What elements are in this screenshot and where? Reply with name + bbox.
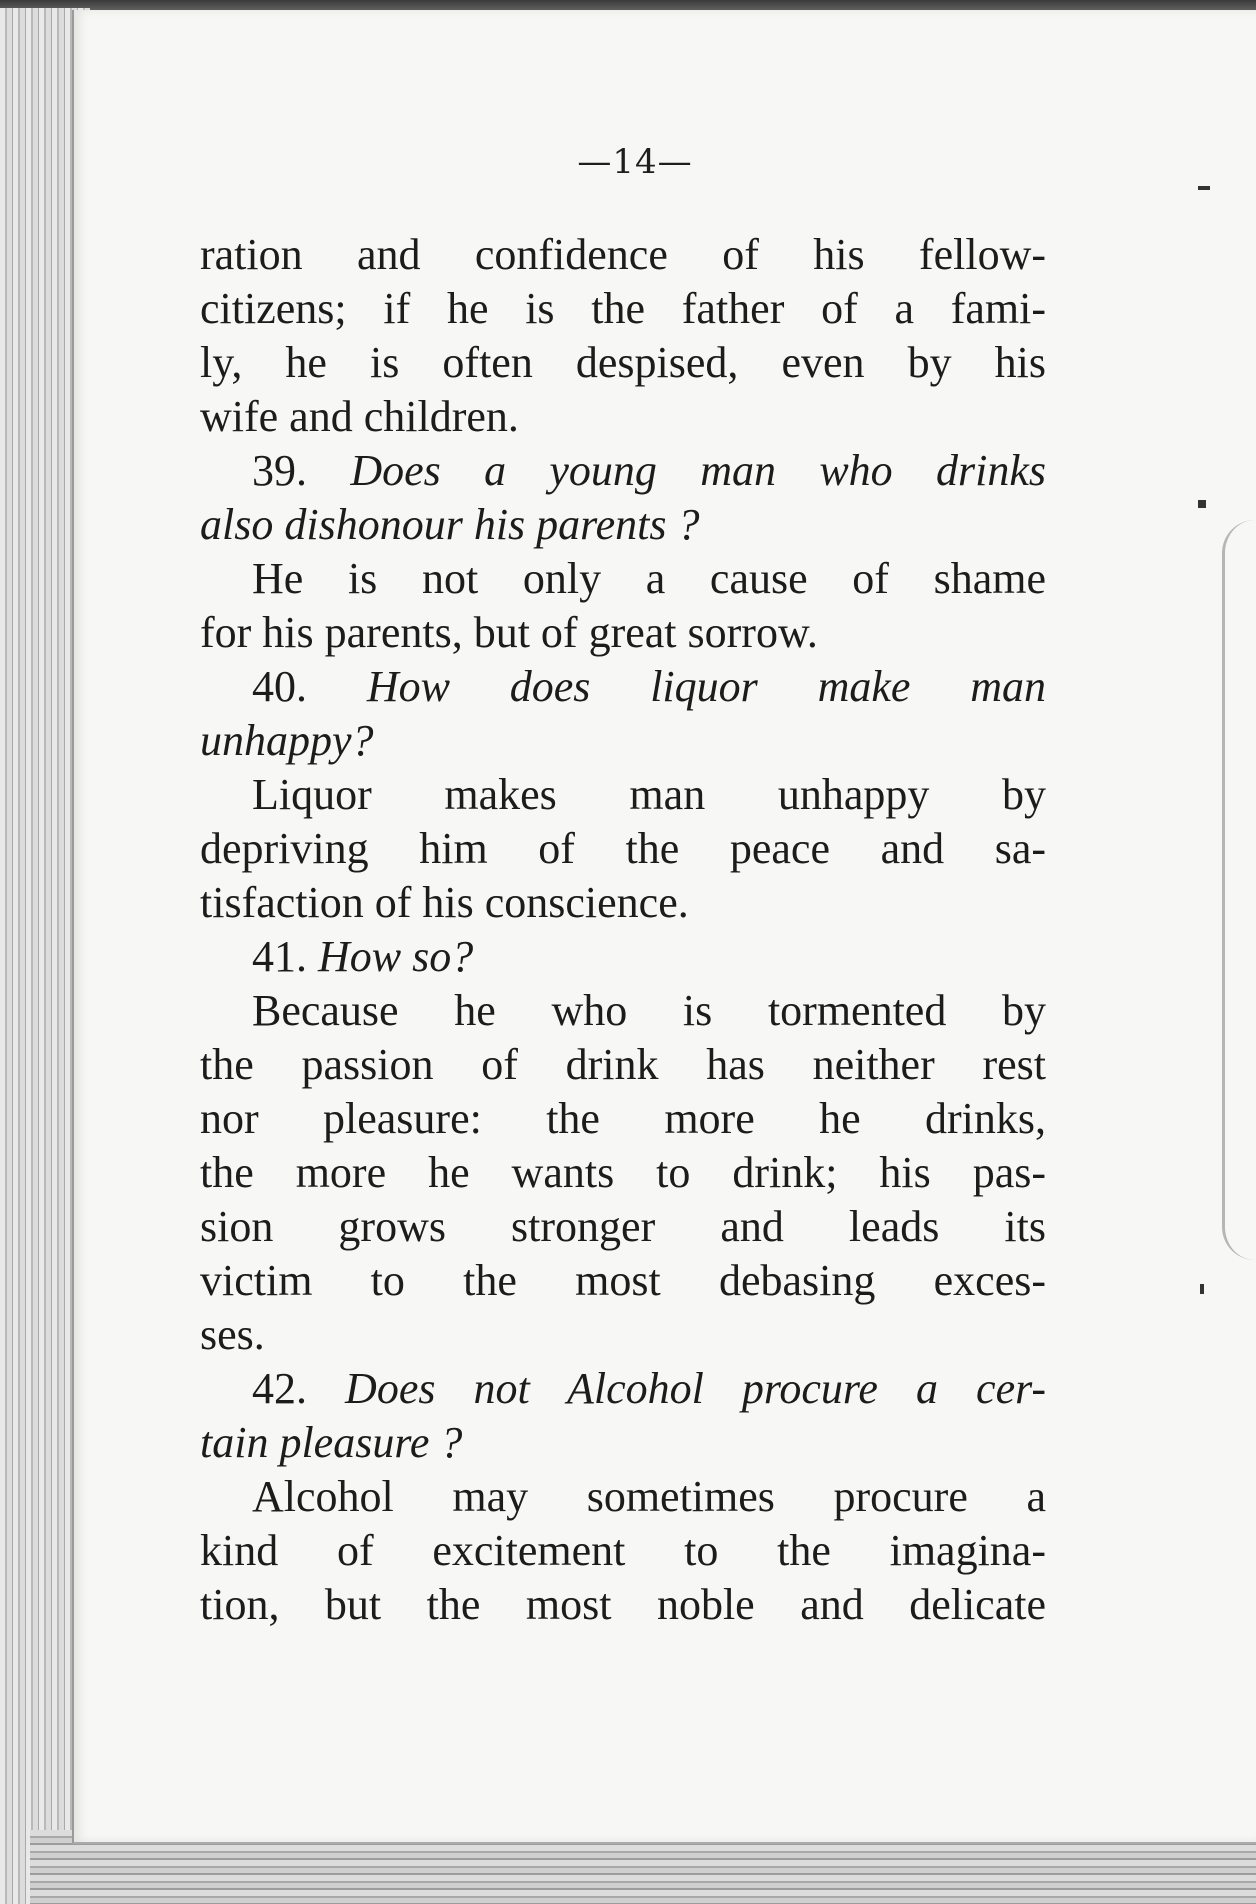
line-text: depriving him of the peace and sa- xyxy=(200,824,1046,873)
text-line xyxy=(200,1200,1046,1254)
line-text: sion grows stronger and leads its xyxy=(200,1202,1046,1251)
text-line xyxy=(200,768,1046,822)
text-line xyxy=(200,984,1046,1038)
line-text: victim to the most debasing exces- xyxy=(200,1256,1046,1305)
text-line xyxy=(200,822,1046,876)
text-line xyxy=(200,282,1046,336)
question-number: 41. xyxy=(252,932,318,981)
question-number: 42. xyxy=(252,1364,346,1413)
text-line xyxy=(200,390,1046,444)
text-line xyxy=(200,1470,1046,1524)
bleed-mark xyxy=(1200,1284,1204,1294)
question-text: unhappy? xyxy=(200,716,374,765)
line-text: tisfaction of his conscience. xyxy=(200,878,689,927)
question-line xyxy=(200,444,1046,498)
text-line xyxy=(200,336,1046,390)
question-line xyxy=(200,1362,1046,1416)
text-line xyxy=(200,1092,1046,1146)
text-line xyxy=(200,1524,1046,1578)
text-line xyxy=(200,1308,1046,1362)
line-text: tion, but the most noble and delicate xyxy=(200,1580,1046,1629)
line-text: ly, he is often despised, even by his xyxy=(200,338,1046,387)
question-line xyxy=(200,930,1046,984)
question-text: tain pleasure ? xyxy=(200,1418,463,1467)
line-text: Because he who is tormented by xyxy=(252,986,1046,1035)
body-text xyxy=(200,228,1046,1632)
text-line xyxy=(200,1578,1046,1632)
text-line xyxy=(200,1254,1046,1308)
line-text: wife and children. xyxy=(200,392,519,441)
line-text: Alcohol may sometimes procure a xyxy=(252,1472,1046,1521)
question-text: Does a young man who drinks xyxy=(350,446,1046,495)
line-text: He is not only a cause of shame xyxy=(252,554,1046,603)
bleed-through-curve xyxy=(1222,520,1255,1260)
line-text: citizens; if he is the father of a fami- xyxy=(200,284,1046,333)
question-line xyxy=(200,660,1046,714)
question-line xyxy=(200,498,1046,552)
bleed-mark xyxy=(1198,500,1206,508)
question-line xyxy=(200,1416,1046,1470)
line-text: Liquor makes man unhappy by xyxy=(252,770,1046,819)
question-number: 40. xyxy=(252,662,367,711)
text-line xyxy=(200,1146,1046,1200)
text-line xyxy=(200,606,1046,660)
text-line xyxy=(200,876,1046,930)
question-text: Does not Alcohol procure a cer- xyxy=(345,1364,1046,1413)
line-text: nor pleasure: the more he drinks, xyxy=(200,1094,1046,1143)
bleed-mark xyxy=(1198,186,1210,190)
text-line xyxy=(200,1038,1046,1092)
question-text: also dishonour his parents ? xyxy=(200,500,700,549)
text-line xyxy=(200,228,1046,282)
line-text: kind of excitement to the imagina- xyxy=(200,1526,1046,1575)
line-text: for his parents, but of great sorrow. xyxy=(200,608,818,657)
question-text: How so? xyxy=(318,932,474,981)
question-line xyxy=(200,714,1046,768)
question-text: How does liquor make man xyxy=(366,662,1046,711)
text-line xyxy=(200,552,1046,606)
line-text: the more he wants to drink; his pas- xyxy=(200,1148,1046,1197)
question-number: 39. xyxy=(252,446,351,495)
page-number: —14— xyxy=(577,142,693,182)
line-text: ses. xyxy=(200,1310,265,1359)
line-text: the passion of drink has neither rest xyxy=(200,1040,1046,1089)
line-text: ration and confidence of his fellow- xyxy=(200,230,1046,279)
